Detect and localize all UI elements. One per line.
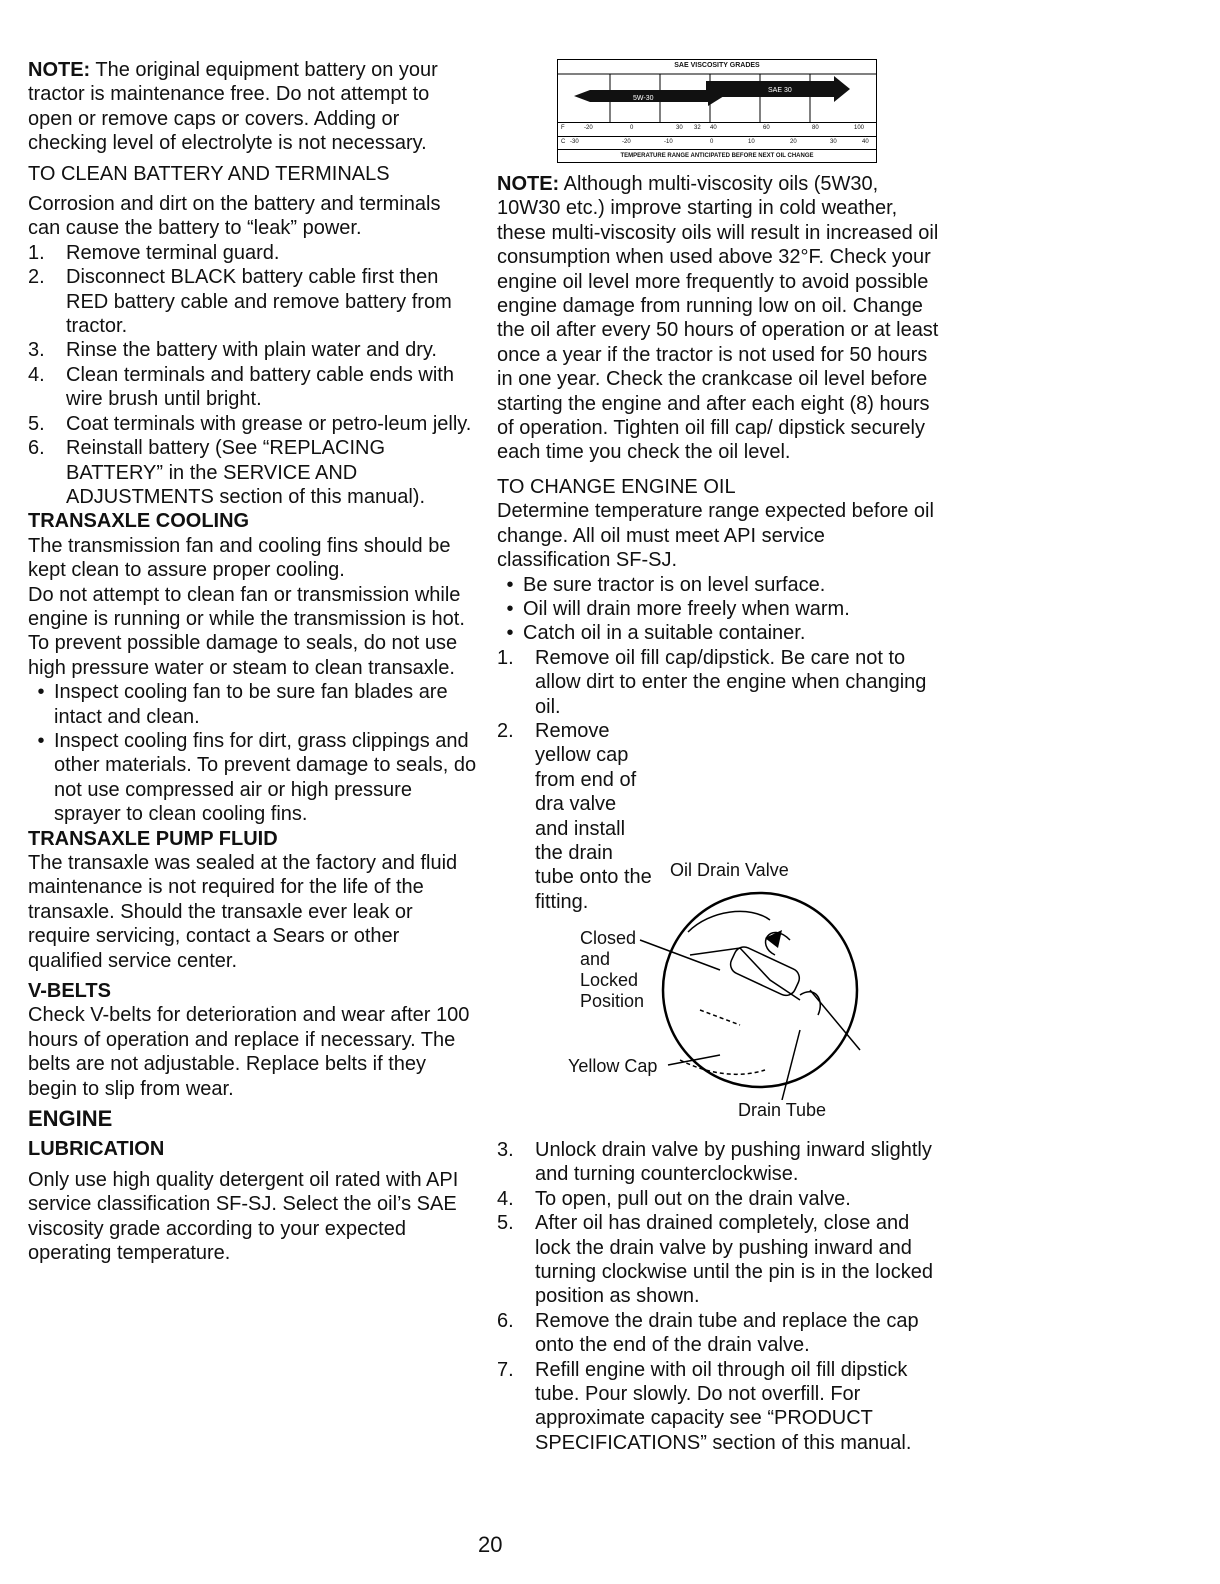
- bar-sae30-label: SAE 30: [768, 87, 792, 94]
- note-label: NOTE:: [497, 173, 560, 195]
- list-item: 5. Coat terminals with grease or petro-leum jelly.: [28, 412, 472, 435]
- bar-5w30-label: 5W-30: [633, 95, 654, 102]
- page-number: 20: [478, 1532, 503, 1557]
- fahrenheit-row: F -20 0 30 32 40 60 80 100: [558, 122, 876, 137]
- list-item: • Inspect cooling fins for dirt, grass clippings and other materials. To prevent damage to seals, do not use compressed air or high pressure sprayer to clean cooling fins.: [37, 729, 477, 826]
- list-item: • Catch oil in a suitable container.: [506, 622, 806, 645]
- pump-fluid-heading: TRANSAXLE PUMP FLUID: [28, 827, 278, 850]
- list-item: 4. To open, pull out on the drain valve.: [497, 1187, 851, 1210]
- change-oil-intro: Determine temperature range expected before oil change. All oil must meet API service classification SF-SJ.: [497, 500, 934, 572]
- pump-fluid-text: The transaxle was sealed at the factory and fluid maintenance is not required for the life of the transaxle. Should the transaxle ever leak or require servicing, contact a Sears or other qualified service center.: [28, 852, 458, 972]
- list-item: 4. Clean terminals and battery cable ends with wire brush until bright.: [28, 363, 454, 411]
- oil-note: NOTE: Although multi-viscosity oils (5W30, 10W30 etc.) improve starting in cold weather, these multi-viscosity oils will result in increased oil consumption when used above 32°F. Check your engine oil level more frequently to avoid possible engine damage from running low on oil. Change the oil after every 50 hours of operation or at least once a year if the tractor is not used for 50 hours in one year. Check the crankcase oil level before starting the engine and after each eight (8) hours of operation. Tighten oil fill cap/ dipstick securely each time you check the oil level.: [497, 173, 939, 464]
- drain-tube-label: Drain Tube: [738, 1100, 827, 1120]
- list-item: • Inspect cooling fan to be sure fan blades are intact and clean.: [37, 681, 448, 728]
- list-item: 3. Rinse the battery with plain water and dry.: [28, 339, 437, 362]
- list-item: 6. Reinstall battery (See “REPLACING BATTERY” in the SERVICE AND ADJUSTMENTS section of this manual).: [28, 437, 425, 508]
- celsius-row: C -30 -20 -10 0 10 20 30 40: [558, 136, 876, 149]
- list-item: 2. Remove yellow cap from end of dra valve and install the drain tube onto the fitting.: [497, 719, 652, 913]
- diagram-title: Oil Drain Valve: [670, 860, 789, 880]
- battery-note: NOTE: The original equipment battery on your tractor is maintenance free. Do not attempt to open or remove caps or covers. Adding or checking level of electrolyte is not necessary.: [28, 59, 438, 155]
- vbelts-text: Check V-belts for deterioration and wear after 100 hours of operation and replace if necessary. The belts are not adjustable. Replace belts if they begin to slip from wear.: [28, 1004, 470, 1100]
- vbelts-heading: V-BELTS: [28, 980, 111, 1003]
- chart-title: SAE VISCOSITY GRADES: [674, 62, 760, 69]
- clean-intro: Corrosion and dirt on the battery and terminals can cause the battery to “leak” power.: [28, 193, 441, 240]
- sae-viscosity-chart: [557, 59, 877, 163]
- lubrication-heading: LUBRICATION: [28, 1138, 165, 1161]
- list-item: 7. Refill engine with oil through oil fill dipstick tube. Pour slowly. Do not overfill. For approximate capacity see “PRODUCT SPECIFICATIONS” section of this manual.: [497, 1358, 912, 1454]
- list-item: • Be sure tractor is on level surface.: [506, 573, 826, 596]
- list-item: 5. After oil has drained completely, close and lock the drain valve by pushing inward and turning clockwise until the pin is in the locked position as shown.: [497, 1212, 933, 1308]
- list-item: 3. Unlock drain valve by pushing inward slightly and turning counterclockwise.: [497, 1139, 932, 1186]
- cooling-paragraph-2: Do not attempt to clean fan or transmission while engine is running or while the transmission is hot. To prevent possible damage to seals, do not use high pressure water or steam to clean transaxle.: [28, 583, 465, 679]
- lubrication-text: Only use high quality detergent oil rated with API service classification SF-SJ. Select the oil’s SAE viscosity grade according to your expected operating temperature.: [28, 1168, 459, 1265]
- clean-battery-heading: TO CLEAN BATTERY AND TERMINALS: [28, 162, 390, 185]
- list-item: 1. Remove oil fill cap/dipstick. Be care not to allow dirt to enter the engine when changing oil.: [497, 646, 927, 718]
- cooling-paragraph-1: The transmission fan and cooling fins should be kept clean to assure proper cooling.: [28, 534, 451, 582]
- list-item: • Oil will drain more freely when warm.: [506, 597, 850, 620]
- drain-steps: [497, 1138, 942, 1455]
- change-oil-heading: TO CHANGE ENGINE OIL: [497, 475, 736, 498]
- right-column: [497, 172, 942, 914]
- valve-illustration: [560, 860, 880, 1100]
- engine-heading: ENGINE: [28, 1106, 113, 1132]
- viscosity-bars: [558, 60, 876, 122]
- chart-footer: TEMPERATURE RANGE ANTICIPATED BEFORE NEXT OIL CHANGE: [558, 149, 876, 162]
- list-item: 2. Disconnect BLACK battery cable first then RED battery cable and remove battery from tractor.: [28, 266, 452, 338]
- oil-drain-valve-diagram: [560, 860, 880, 1130]
- transaxle-cooling-heading: TRANSAXLE COOLING: [28, 510, 250, 533]
- note-label: NOTE:: [28, 59, 91, 81]
- clean-steps-list: [28, 241, 478, 509]
- left-column: [28, 58, 478, 1266]
- yellow-cap-label: Yellow Cap: [568, 1056, 658, 1076]
- closed-locked-label: Closed and Locked Position: [580, 928, 645, 1011]
- list-item: 6. Remove the drain tube and replace the cap onto the end of the drain valve.: [497, 1309, 919, 1357]
- list-item: 1. Remove terminal guard.: [28, 241, 280, 264]
